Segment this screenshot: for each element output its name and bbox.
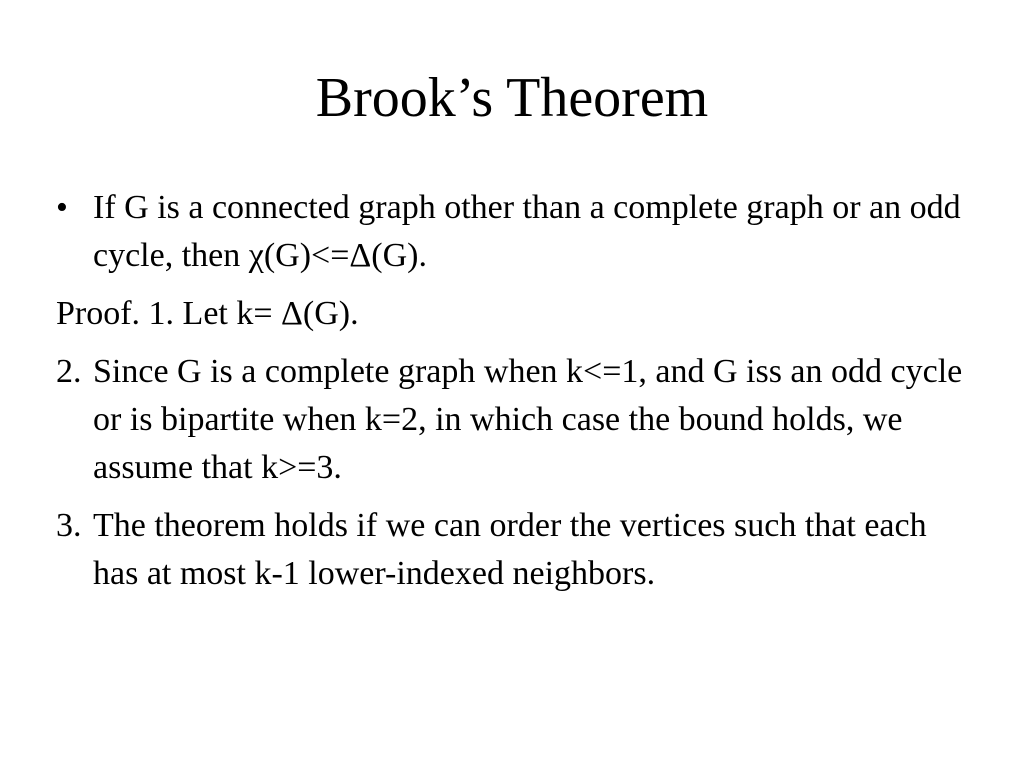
proof-step-1 [56, 290, 976, 338]
bullet-icon: • [56, 189, 68, 226]
slide-title: Brook’s Theorem [315, 67, 709, 129]
proof-step-2-text: Since G is a complete graph when k<=1, and G iss an odd cycle or is bipartite when k=2, in which case the bound holds, we assume that k>=3. [93, 353, 963, 486]
proof-step-3 [56, 502, 976, 598]
proof-step-2-number: 2. [56, 353, 82, 390]
proof-step-3-number: 3. [56, 507, 82, 544]
proof-step-3-text: The theorem holds if we can order the vertices such that each has at most k-1 lower-indexed neighbors. [93, 507, 927, 592]
theorem-statement [56, 184, 976, 280]
theorem-statement-text: If G is a connected graph other than a complete graph or an odd cycle, then χ(G)<=Δ(G). [93, 189, 961, 274]
slide-body [56, 184, 976, 608]
proof-step-2 [56, 348, 976, 492]
proof-step-1-text: Proof. 1. Let k= Δ(G). [56, 295, 359, 332]
